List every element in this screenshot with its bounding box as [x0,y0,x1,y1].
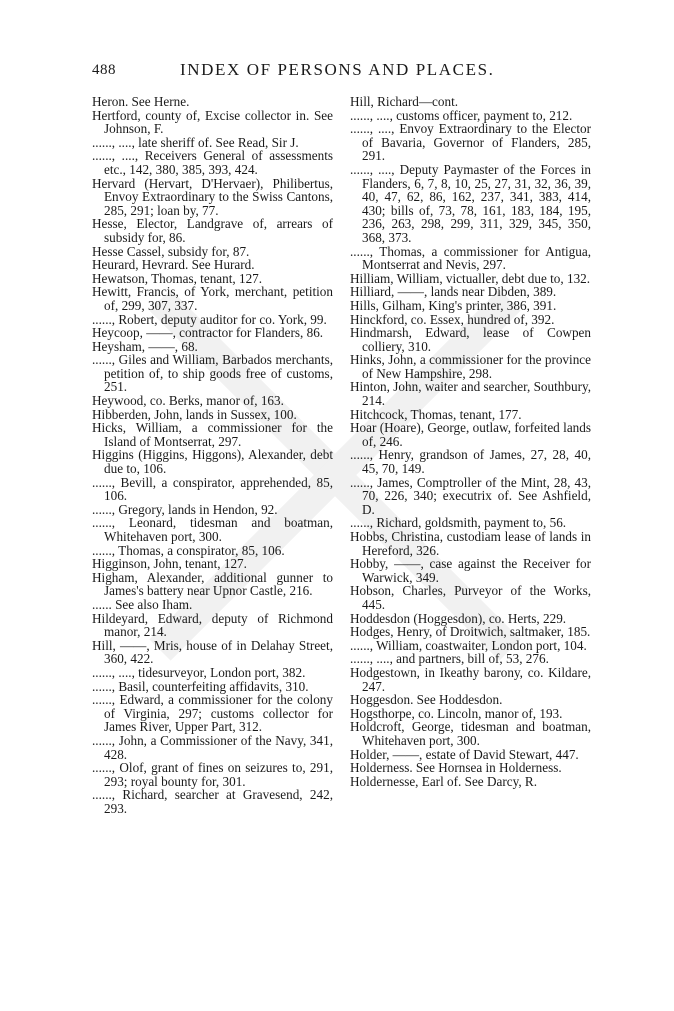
index-entry: ......, Leonard, tidesman and boatman, Whitehaven port, 300. [92,515,333,544]
index-entry: Hilliam, William, victualler, debt due to, 132. [350,270,591,286]
index-entry: Hesse Cassel, subsidy for, 87. [92,243,250,259]
page-header [92,62,612,86]
index-entry: Hoggesdon. See Hoddesdon. [350,692,503,708]
index-entry: ......, ...., Envoy Extraordinary to the Elector of Bavaria, Governor of Flanders, 285, 291. [350,121,591,164]
page-number: 488 [92,62,116,78]
index-entry: Holdcroft, George, tidesman and boatman, Whitehaven port, 300. [350,719,591,748]
index-entry: Higham, Alexander, additional gunner to James's battery near Upnor Castle, 216. [92,569,333,599]
index-entry: ......, Edward, a commissioner for the colony of Virginia, 297; customs collector for James River, Upper Part, 312. [92,692,333,735]
index-entry: ......, James, Comptroller of the Mint, 28, 43, 70, 226, 340; executrix of. See Ashfield, D. [350,474,591,517]
index-entry: ......, Olof, grant of fines on seizures to, 291, 293; royal bounty for, 301. [92,760,333,789]
index-entry: Hill, Richard—cont. [350,94,459,109]
index-entry: Hinton, John, waiter and searcher, Southbury, 214. [350,379,591,409]
index-entry: Hodges, Henry, of Droitwich, saltmaker, 185. [350,624,591,640]
right-index-column [350,95,591,788]
index-entry: Hitchcock, Thomas, tenant, 177. [350,406,522,422]
index-entry: ......, ...., late sheriff of. See Read, Sir J. [92,134,299,150]
index-entry: Heron. See Herne. [92,94,190,109]
index-entry: ......, Giles and William, Barbados merchants, petition of, to ship goods free of customs, 251. [92,352,333,395]
index-entry: ......, John, a Commissioner of the Navy, 341, 428. [92,732,333,762]
index-entry: Hobby, ——, case against the Receiver for Warwick, 349. [350,556,591,585]
index-entry: ......, ...., tidesurveyor, London port, 382. [92,664,306,680]
index-entry: ......, ...., Receivers General of assessments etc., 142, 380, 385, 393, 424. [92,148,333,177]
index-entry: Higginson, John, tenant, 127. [92,556,247,572]
index-entry: Heywood, co. Berks, manor of, 163. [92,393,284,409]
index-entry: Hill, ——, Mris, house of in Delahay Street, 360, 422. [92,637,333,667]
index-entry: ......, Richard, searcher at Gravesend, 242, 293. [92,787,333,816]
index-entry: Holderness. See Hornsea in Holderness. [350,760,562,776]
index-entry: Holdernesse, Earl of. See Darcy, R. [350,773,538,789]
index-entry: ......, Basil, counterfeiting affidavits, 310. [92,678,309,694]
index-entry: Hinckford, co. Essex, hundred of, 392. [350,311,555,327]
index-entry: ......, Henry, grandson of James, 27, 28, 40, 45, 70, 149. [350,447,591,477]
index-entry: ......, Thomas, a commissioner for Antigua, Montserrat and Nevis, 297. [350,243,591,273]
index-entry: ......, ...., Deputy Paymaster of the Forces in Flanders, 6, 7, 8, 10, 25, 27, 31, 32, 36, 39, 40, 47, 62, 86, 162, 237, 341, 383, 414, 430; bills of, 73, 78, 161, 183, 184, 195, 236, 263, 298, 299, 311, 329, 345, 350, 368, 373. [350,161,591,245]
index-entry: Hodgestown, in Ikeathy barony, co. Kildare, 247. [350,664,591,694]
index-entry: Hertford, county of, Excise collector in. See Johnson, F. [92,107,333,137]
index-entry: ......, William, coastwaiter, London port, 104. [350,637,587,653]
index-entry: Hesse, Elector, Landgrave of, arrears of subsidy for, 86. [92,216,333,245]
index-entry: Heycoop, ——, contractor for Flanders, 86. [92,325,324,341]
index-entry: ......, ...., customs officer, payment to, 212. [350,107,573,123]
index-entry: Hewatson, Thomas, tenant, 127. [92,270,263,286]
index-entry: Hobbs, Christina, custodiam lease of lands in Hereford, 326. [350,529,591,558]
index-entry: Hervard (Hervart, D'Hervaer), Philibertus, Envoy Extraordinary to the Swiss Cantons, 285, 291; loan by, 77. [92,175,333,218]
index-entry: Hilliard, ——, lands near Dibden, 389. [350,284,557,300]
index-entry: Hinks, John, a commissioner for the province of New Hampshire, 298. [350,352,591,381]
index-entry: Hindmarsh, Edward, lease of Cowpen colliery, 310. [350,325,591,354]
index-entry: ......, Gregory, lands in Hendon, 92. [92,501,278,517]
index-entry: Hicks, William, a commissioner for the Island of Montserrat, 297. [92,420,333,449]
index-entry: ...... See also Iham. [92,596,193,612]
index-entry: ......, Robert, deputy auditor for co. York, 99. [92,311,327,327]
index-entry: Hogsthorpe, co. Lincoln, manor of, 193. [350,705,563,721]
index-entry: Higgins (Higgins, Higgons), Alexander, debt due to, 106. [92,447,333,477]
left-index-column [92,95,333,815]
index-entry: ......, Richard, goldsmith, payment to, 56. [350,515,567,531]
running-title: INDEX OF PERSONS AND PLACES. [180,60,495,79]
index-entry: Hibberden, John, lands in Sussex, 100. [92,406,297,422]
index-entry: Hills, Gilham, King's printer, 386, 391. [350,297,557,313]
index-entry: Holder, ——, estate of David Stewart, 447. [350,746,579,762]
index-entry: Hobson, Charles, Purveyor of the Works, 445. [350,583,591,612]
index-entry: Hoddesdon (Hoggesdon), co. Herts, 229. [350,610,567,626]
index-entry: Hoar (Hoare), George, outlaw, forfeited lands of, 246. [350,420,591,449]
index-entry: ......, Thomas, a conspirator, 85, 106. [92,542,285,558]
index-entry: Hildeyard, Edward, deputy of Richmond manor, 214. [92,610,333,640]
index-entry: Hewitt, Francis, of York, merchant, petition of, 299, 307, 337. [92,284,333,313]
index-entry: Heurard, Hevrard. See Hurard. [92,257,255,273]
index-entry: Heysham, ——, 68. [92,338,198,354]
index-entry: ......, ...., and partners, bill of, 53, 276. [350,651,549,667]
index-entry: ......, Bevill, a conspirator, apprehended, 85, 106. [92,474,333,504]
